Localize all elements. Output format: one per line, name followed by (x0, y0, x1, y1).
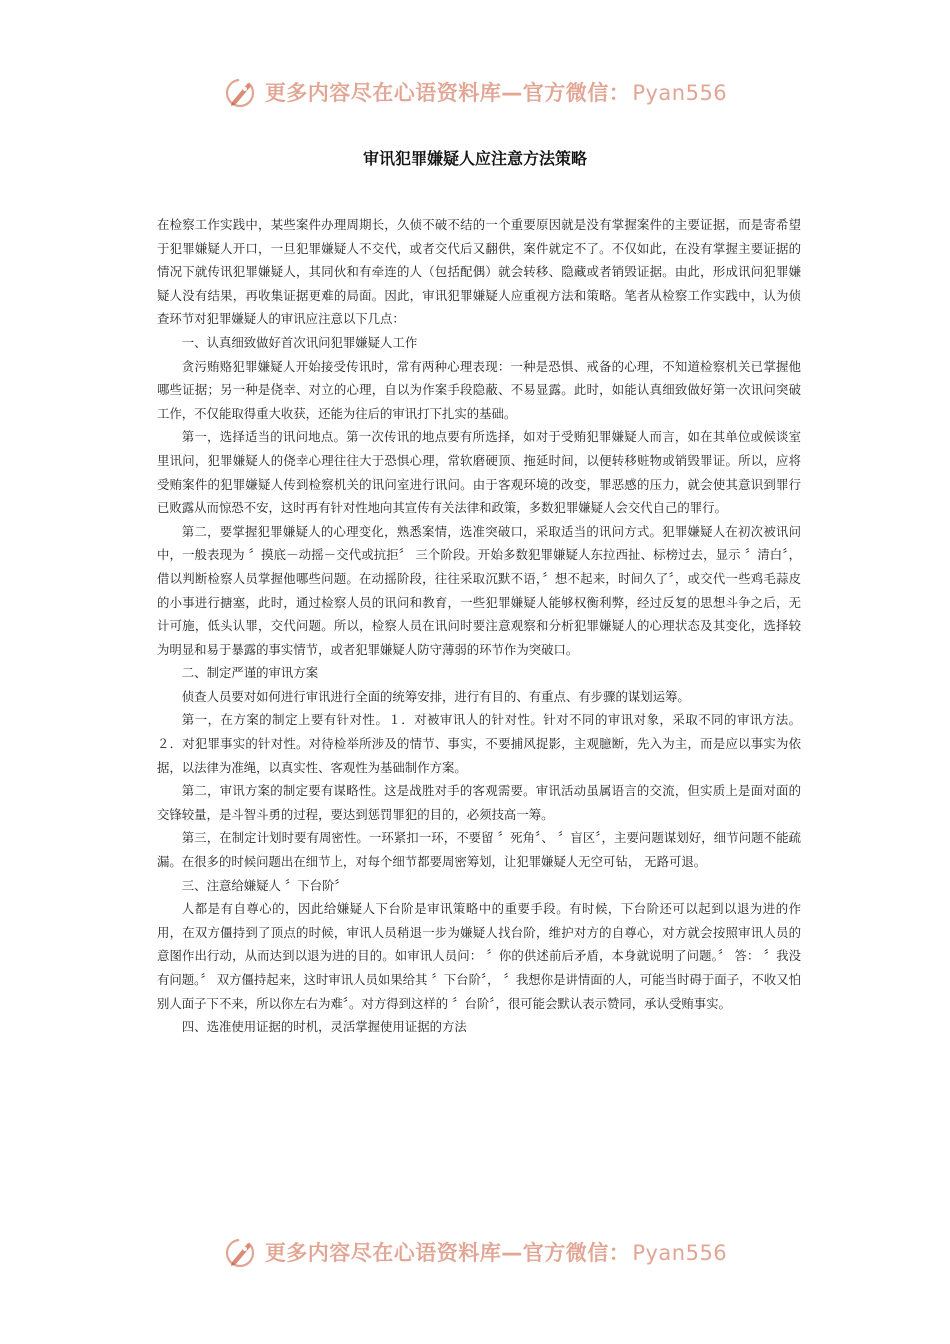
brush-pen-logo-icon (223, 1235, 257, 1269)
section-heading: 四、选准使用证据的时机，灵活掌握使用证据的方法 (181, 1019, 467, 1035)
header-banner (0, 70, 950, 114)
banner-text: 更多内容尽在心语资料库—官方微信：Pyan556 (264, 1241, 728, 1265)
body-paragraph: 侦查人员要对如何进行审讯进行全面的统筹安排，进行有目的、有重点、有步骤的谋划运筹。 (181, 688, 690, 704)
body-paragraph: 第二，要掌握犯罪嫌疑人的心理变化，熟悉案情，选准突破口，采取适当的讯问方式。犯罪嫌疑人在初次被讯问中，一般表现为 〞摸底－动摇－交代或抗拒〞 三个阶段。开始多数犯罪嫌疑人东拉西扯、标榜过去，显示 〞清白〞，借以判断检察人员掌握他哪些问题。在动摇阶段，往往采取沉默不语，〞想不起来，时间久了〞，或交代一些鸡毛蒜皮的小事进行搪塞，此时，通过检察人员的讯问和教育，一些犯罪嫌疑人能够权衡利弊，经过反复的思想斗争之后，无计可施，低头认罪，交代问题。所以，检察人员在讯问时要注意观察和分析犯罪嫌疑人的心理状态及其变化，选择较为明显和易于暴露的事实情节，或者犯罪嫌疑人防守薄弱的环节作为突破口。 (157, 523, 801, 657)
section-heading: 一、认真细致做好首次讯问犯罪嫌疑人工作 (181, 334, 418, 350)
body-paragraph: 第一，选择适当的讯问地点。第一次传讯的地点要有所选择，如对于受贿犯罪嫌疑人而言，如在其单位或候谈室里讯问，犯罪嫌疑人的侥幸心理往往大于恐惧心理，常软磨硬顶、拖延时间，以便转移赃物或销毁罪证。所以，应将受贿案件的犯罪嫌疑人传到检察机关的讯问室进行讯问。由于客观环境的改变，罪恶感的压力，就会使其意识到罪行已败露从而惊恐不安，这时再有针对性地向其宣传有关法律和政策，多数犯罪嫌疑人会交代自己的罪行。 (157, 429, 801, 516)
body-paragraph: 人都是有自尊心的，因此给嫌疑人下台阶是审讯策略中的重要手段。有时候，下台阶还可以起到以退为进的作用，在双方僵持到了顶点的时候，审讯人员稍退一步为嫌疑人找台阶，维护对方的自尊心，对方就会按照审讯人员的意图作出行动，从而达到以退为进的目的。如审讯人员问： 〞你的供述前后矛盾，本身就说明了问题。〞 答： 〞我没有问题。〞 双方僵持起来，这时审讯人员如果给其 〞下台阶〞， 〞我想你是讲情面的人，可能当时碍于面子，不收又怕别人面子下不来，所以你左右为难〞。对方得到这样的 〞台阶〞，很可能会默认表示赞同，承认受贿事实。 (157, 901, 801, 1011)
body-paragraph: 在检察工作实践中，某些案件办理周期长，久侦不破不结的一个重要原因就是没有掌握案件的主要证据，而是寄希望于犯罪嫌疑人开口，一旦犯罪嫌疑人不交代，或者交代后又翻供，案件就定不了。不仅如此，在没有掌握主要证据的情况下就传讯犯罪嫌疑人，其同伙和有牵连的人（包括配偶）就会转移、隐藏或者销毁证据。由此，形成讯问犯罪嫌疑人没有结果，再收集证据更难的局面。因此，审讯犯罪嫌疑人应重视方法和策略。笔者从检察工作实践中，认为侦查环节对犯罪嫌疑人的审讯应注意以下几点： (157, 217, 801, 327)
document-body (157, 213, 801, 1039)
banner-wechat-id: Pyan556 (632, 1241, 728, 1265)
banner-text: 更多内容尽在心语资料库—官方微信：Pyan556 (264, 81, 728, 105)
body-paragraph: 第三，在制定计划时要有周密性。一环紧扣一环，不要留 〞死角〞、 〞盲区〞，主要问题谋划好，细节问题不能疏漏。在很多的时候问题出在细节上，对每个细节都要周密筹划，让犯罪嫌疑人无空可钻， 无路可退。 (157, 830, 801, 870)
footer-banner (0, 1230, 950, 1274)
banner-wechat-id: Pyan556 (632, 81, 728, 105)
body-paragraph: 第一，在方案的制定上要有针对性。１．对被审讯人的针对性。针对不同的审讯对象，采取不同的审讯方法。２．对犯罪事实的针对性。对待检举所涉及的情节、事实，不要捕风捉影，主观臆断，先入为主，而是应以事实为依据，以法律为准绳，以真实性、客观性为基础制作方案。 (157, 712, 801, 775)
body-paragraph: 第二，审讯方案的制定要有谋略性。这是战胜对手的客观需要。审讯活动虽属语言的交流，但实质上是面对面的交锋较量，是斗智斗勇的过程，要达到惩罚罪犯的目的，必须技高一筹。 (157, 783, 801, 822)
section-heading: 二、制定严谨的审讯方案 (181, 665, 319, 681)
brush-pen-logo-icon (223, 75, 257, 109)
body-paragraph: 贪污贿赂犯罪嫌疑人开始接受传讯时，常有两种心理表现：一种是恐惧、戒备的心理，不知道检察机关已掌握他哪些证据；另一种是侥幸、对立的心理，自以为作案手段隐蔽、不易显露。此时，如能认真细致做好第一次讯问突破工作，不仅能取得重大收获，还能为往后的审讯打下扎实的基础。 (157, 358, 801, 421)
document-title: 审讯犯罪嫌疑人应注意方法策略 (362, 149, 587, 168)
section-heading: 三、注意给嫌疑人 〞下台阶〞 (181, 877, 347, 893)
